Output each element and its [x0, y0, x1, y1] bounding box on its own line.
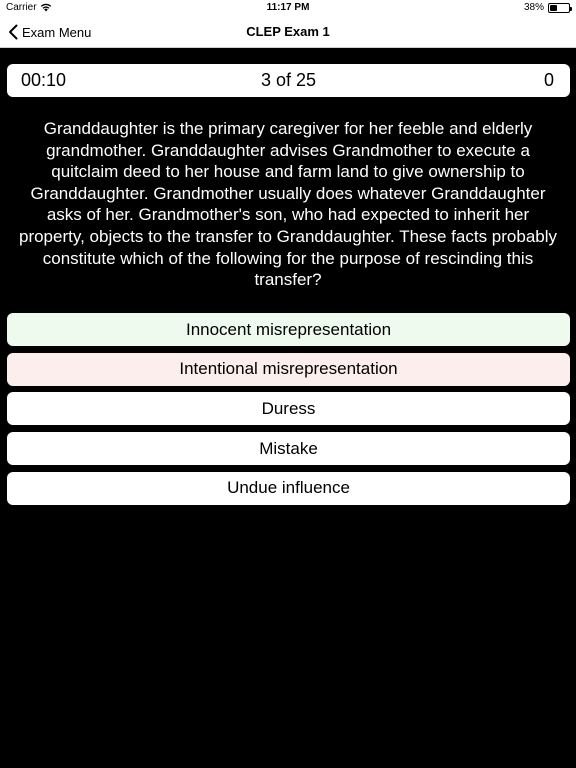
answer-list	[7, 313, 570, 511]
answer-option-innocent-misrepresentation[interactable]: Innocent misrepresentation	[7, 313, 570, 346]
question-progress: 3 of 25	[260, 70, 317, 90]
answer-option-mistake[interactable]: Mistake	[7, 432, 570, 465]
answer-option-undue-influence[interactable]: Undue influence	[7, 472, 570, 505]
battery-indicator	[524, 2, 570, 13]
answer-option-duress[interactable]: Duress	[7, 392, 570, 425]
page-title: CLEP Exam 1	[246, 24, 330, 39]
status-time: 11:17 PM	[266, 2, 310, 13]
battery-icon	[548, 3, 570, 13]
question-text: Granddaughter is the primary caregiver for her feeble and elderly grandmother. Granddaughter advises Grandmother to execute a quitclaim deed to her house and farm land to give ownership to Granddaughter. Grandmother usually does whatever Granddaughter asks of her. Grandmother's son, who had expected to inherit her property, objects to the transfer to Granddaughter. These facts probably constitute which of the following for the purpose of rescinding this transfer?	[18, 119, 557, 290]
score: 0	[543, 70, 554, 90]
carrier-label: Carrier	[6, 2, 37, 13]
score-card	[7, 64, 570, 97]
battery-fill	[550, 5, 557, 11]
answer-option-intentional-misrepresentation[interactable]: Intentional misrepresentation	[7, 353, 570, 386]
status-bar	[0, 0, 576, 16]
navigation-bar	[0, 16, 576, 48]
timer: 00:10	[21, 70, 67, 90]
battery-percent: 38%	[523, 2, 544, 13]
back-button-label: Exam Menu	[22, 24, 92, 40]
